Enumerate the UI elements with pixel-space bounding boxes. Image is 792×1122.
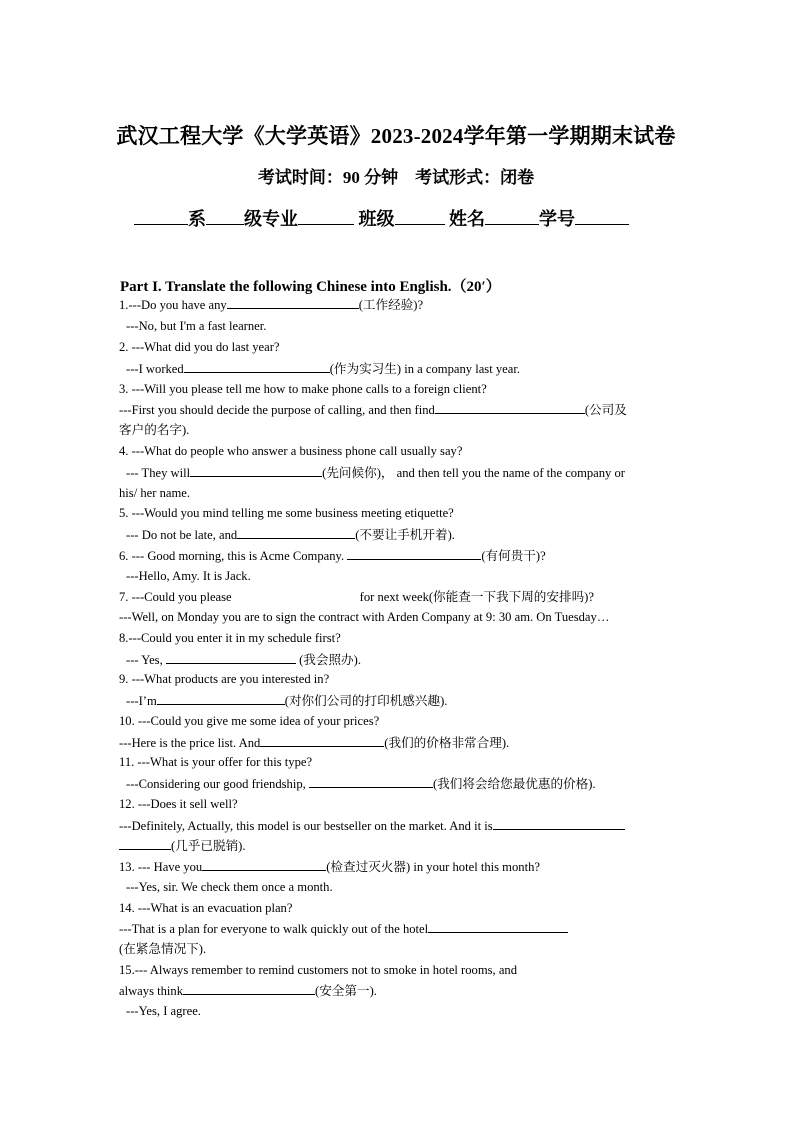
question-line — [119, 609, 609, 625]
question-line — [126, 526, 455, 543]
question-line — [126, 692, 447, 709]
question-line — [119, 754, 312, 770]
question-line — [119, 837, 246, 854]
line-hint: (先问候你)， and then tell you the name of the company or — [322, 466, 625, 480]
question-line — [119, 381, 487, 397]
answer-blank — [227, 296, 359, 309]
line-text: ---Definitely, Actually, this model is our bestseller on the market. And it is — [119, 819, 493, 833]
page-title: 武汉工程大学《大学英语》2023-2024学年第一学期期末试卷 — [116, 124, 676, 148]
question-line — [119, 941, 206, 957]
answer-blank — [183, 982, 315, 995]
line-text: 3. ---Will you please tell me how to make phone calls to a foreign client? — [119, 382, 487, 396]
question-line — [119, 630, 341, 646]
question-line — [119, 900, 292, 916]
line-hint: (不要让手机开着). — [355, 528, 455, 542]
line-text: 6. --- Good morning, this is Acme Company. — [119, 549, 345, 563]
line-text: 11. ---What is your offer for this type? — [119, 755, 313, 769]
line-text: 7. ---Could you please — [119, 590, 232, 604]
answer-blank — [493, 817, 625, 830]
question-line — [119, 734, 509, 751]
student-info-line — [134, 205, 629, 231]
answer-blank — [166, 651, 296, 664]
line-text: ---Hello, Amy. It is Jack. — [126, 569, 251, 583]
answer-blank — [428, 920, 568, 933]
line-text: ---I’m — [126, 694, 157, 708]
answer-blank — [435, 401, 585, 414]
question-line — [119, 858, 540, 875]
question-line — [119, 671, 329, 687]
question-line — [119, 485, 190, 501]
line-text: 2. ---What did you do last year? — [119, 340, 280, 354]
line-text: ---I worked — [126, 362, 184, 376]
exam-info: 考试时间：90 分钟 考试形式：闭卷 — [257, 168, 535, 187]
dept-blank — [134, 208, 188, 225]
question-line — [119, 443, 462, 459]
name-label: 姓名 — [449, 209, 485, 229]
class-blank — [395, 208, 445, 225]
question-line — [126, 568, 251, 584]
line-hint: (几乎已脱销). — [171, 839, 246, 853]
question-line — [119, 296, 423, 313]
name-blank — [485, 208, 539, 225]
line-text: ---Here is the price list. And — [119, 736, 261, 750]
line-text: 5. ---Would you mind telling me some business meeting etiquette? — [119, 506, 454, 520]
line-text: ---Well, on Monday you are to sign the contract with Arden Company at 9: 30 am. On Tuesday… — [119, 610, 610, 624]
line-text: 1.---Do you have any — [119, 298, 227, 312]
line-text: ---Yes, sir. We check them once a month. — [126, 880, 333, 894]
line-text: 4. ---What do people who answer a business phone call usually say? — [119, 444, 463, 458]
question-line — [126, 651, 361, 668]
question-line — [119, 982, 377, 999]
id-label: 学号 — [539, 209, 575, 229]
answer-blank — [237, 526, 355, 539]
answer-blank — [202, 858, 326, 871]
line-hint: (工作经验)? — [358, 298, 424, 312]
answer-blank — [119, 837, 171, 850]
line-hint: (公司及 — [584, 403, 627, 417]
line-hint: (安全第一). — [315, 984, 377, 998]
line-text: 客户的名字). — [119, 423, 190, 437]
line-text: --- Yes, — [126, 653, 163, 667]
line-text: 10. ---Could you give me some idea of your prices? — [119, 714, 380, 728]
answer-blank — [260, 734, 384, 747]
question-line — [119, 547, 546, 564]
line-text: --- They will — [126, 466, 191, 480]
question-line — [119, 339, 280, 355]
line-hint: (我会照办). — [299, 653, 361, 667]
dept-label: 系 — [188, 209, 206, 229]
line-text: ---Considering our good friendship, — [126, 777, 306, 791]
question-line — [119, 796, 238, 812]
line-text: ---No, but I'm a fast learner. — [126, 319, 267, 333]
question-line — [126, 775, 596, 792]
id-blank — [575, 208, 629, 225]
line-text: ---Yes, I agree. — [126, 1004, 201, 1018]
question-line — [126, 318, 266, 334]
section-heading: Part I. Translate the following Chinese into English.（20′） — [120, 279, 501, 295]
line-hint: (检查过灭火器) in your hotel this month? — [326, 860, 540, 874]
answer-blank — [347, 547, 481, 560]
answer-blank — [184, 360, 330, 373]
question-line — [119, 401, 627, 418]
grade-major-label: 级专业 — [244, 209, 298, 229]
line-text: 8.---Could you enter it in my schedule first? — [119, 631, 341, 645]
question-line — [119, 589, 594, 605]
class-label: 班级 — [358, 209, 395, 229]
question-line — [126, 879, 333, 895]
answer-blank — [190, 464, 322, 477]
question-line — [126, 464, 625, 481]
question-line — [126, 1003, 201, 1019]
line-text: always think — [119, 984, 184, 998]
line-text: his/ her name. — [119, 486, 190, 500]
line-text: 13. --- Have you — [119, 860, 203, 874]
grade-blank — [206, 208, 244, 225]
line-text: 12. ---Does it sell well? — [119, 797, 238, 811]
line-text: ---First you should decide the purpose of calling, and then find — [119, 403, 435, 417]
line-text: --- Do not be late, and — [126, 528, 238, 542]
question-line — [119, 817, 625, 834]
line-text: 15.--- Always remember to remind customers not to smoke in hotel rooms, and — [119, 963, 518, 977]
question-line — [119, 713, 379, 729]
line-text: ---That is a plan for everyone to walk quickly out of the hotel — [119, 922, 429, 936]
question-line — [119, 962, 517, 978]
question-line — [119, 920, 568, 937]
question-line — [126, 360, 520, 377]
line-hint: (我们将会给您最优惠的价格). — [432, 777, 596, 791]
line-hint: (作为实习生) in a company last year. — [329, 362, 520, 376]
answer-blank — [309, 775, 433, 788]
line-text: 9. ---What products are you interested in? — [119, 672, 330, 686]
question-line — [119, 505, 454, 521]
line-hint: (对你们公司的打印机感兴趣). — [284, 694, 448, 708]
line-hint: for next week(你能查一下我下周的安排吗)? — [359, 590, 594, 604]
line-hint: (我们的价格非常合理). — [384, 736, 510, 750]
answer-blank — [157, 692, 285, 705]
line-text: (在紧急情况下). — [119, 942, 207, 956]
line-hint: (有何贵干)? — [481, 549, 546, 563]
question-line — [119, 422, 189, 438]
major-blank — [298, 208, 354, 225]
line-text: 14. ---What is an evacuation plan? — [119, 901, 293, 915]
